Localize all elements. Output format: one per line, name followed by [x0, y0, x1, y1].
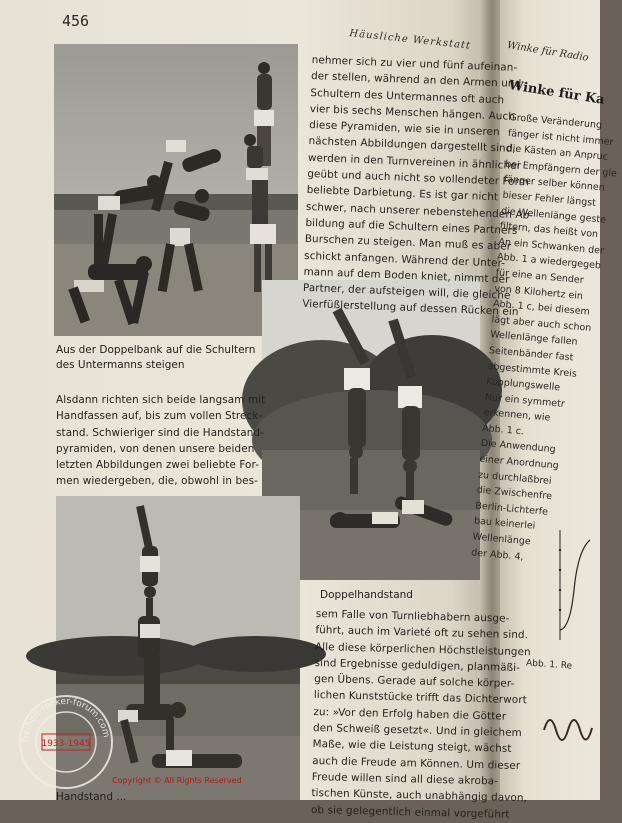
text-line: bei Empfängern der gle [504, 158, 618, 180]
text-line: lägt aber auch schon [491, 313, 592, 334]
text-line: beliebte Darbietung. Es ist gar nicht [306, 184, 499, 204]
caption-double-handstand: Doppelhandstand [320, 589, 413, 601]
stamp-years: 1933-1945 [41, 739, 91, 749]
text-line: ob sie gelegentlich einmal vorgeführt [310, 803, 510, 821]
text-line: Partner, der aufsteigen will, die gleiche [302, 281, 511, 302]
text-line: mann auf dem Boden kniet, nimmt der [303, 265, 510, 286]
text-line: sem Falle von Turnliebhabern ausge- [315, 607, 510, 625]
watermark-stamp [14, 690, 118, 794]
text-line: bildung auf die Schultern eines Partners [305, 216, 518, 237]
text-line: Seitenbänder fast [488, 345, 574, 364]
text-line: Burschen zu steigen. Man muß es aber [304, 233, 512, 254]
text-line: Große Veränderung [508, 111, 603, 132]
text-line: werden in den Turnvereinen in ähnlicher [307, 151, 522, 172]
text-line: An ein Schwanken der [497, 236, 605, 257]
text-line: die Zwischenfre [476, 484, 553, 503]
text-line: Wellenlänge fallen [489, 329, 578, 349]
text-line: bau keinerlei [473, 515, 536, 533]
text-line: tischen Künste, auch unabhängig davon, [311, 787, 528, 805]
text-line: lichen Kunststücke trifft das Dichterwort [313, 689, 527, 707]
text-line: der stellen, während an den Armen und [310, 70, 522, 91]
text-line: Vierfüßlerstellung auf dessen Rücken ein [302, 298, 519, 319]
text-line: Abb. 1 c. [481, 422, 525, 438]
text-line: vier bis sechs Menschen hängen. Auch [309, 102, 516, 123]
text-line: stand. Schwieriger sind die Handstand- [56, 426, 264, 439]
right-running-head: Winke für Radio [506, 40, 590, 64]
text-line: nächsten Abbildungen dargestellt sind, [308, 135, 517, 156]
text-line: führt, auch im Varieté oft zu sehen sind. [315, 624, 529, 642]
text-line: der Abb. 4, [470, 546, 525, 563]
text-line: den Schweiß gesetzt«. Und in gleichem [312, 722, 523, 740]
text-line: abgestimmte Kreis [487, 360, 578, 380]
text-line: fänger selber können [503, 174, 606, 194]
text-line: erkennen, wie [483, 407, 551, 424]
text-line: Alle diese körperlichen Höchstleistungen [314, 640, 531, 658]
text-line: fänger ist nicht immer [507, 127, 614, 148]
text-line: geübt und auch nicht so vollendeter Form [307, 167, 530, 189]
handwritten-scribble [540, 700, 600, 750]
page-number: 456 [62, 12, 90, 30]
text-line: Abb. 1 c, bei diesem [492, 298, 591, 318]
text-line: Die Anwendung [480, 438, 557, 456]
text-line: Wellenlänge [472, 531, 532, 548]
text-line: einer Anordnung [478, 453, 560, 472]
text-line: auch die Freude am Können. Um dieser [312, 754, 521, 772]
text-line: gen Übens. Gerade auf solche körper- [314, 673, 515, 691]
caption-handstand-tower: Handstand ... [56, 791, 127, 803]
text-line: Nur ein symmetr [484, 391, 566, 410]
text-line: bieser Fehler längst [502, 189, 597, 209]
text-line: Freude willen sind all diese akroba- [311, 770, 499, 788]
text-line: die Kästen an Anpruc [506, 143, 609, 163]
copyright-notice: Copyright © All Rights Reserved [112, 776, 242, 785]
right-figure-label: Abb. 1. Re [525, 658, 573, 672]
caption-pyramid: Aus der Doppelbank auf die Schultern des Untermanns steigen [56, 344, 256, 371]
text-line: sind Ergebnisse geduldigen, planmäßi- [314, 656, 521, 674]
text-line: von 8 Kilohertz ein [493, 282, 584, 302]
text-column-middle [56, 392, 265, 490]
text-line: diese Pyramiden, wie sie in unseren [308, 119, 500, 139]
text-line: Alsdann richten sich beide langsam mit [56, 394, 266, 406]
text-line: schickt anfangen. Während der Unter- [303, 249, 506, 270]
text-line: die Wellenlänge geste [500, 205, 607, 226]
text-line: für eine an Sender [495, 267, 585, 286]
text-line: Abb. 1 a wiedergegeb [496, 251, 602, 272]
text-line: zu durchlaßbrei [477, 469, 552, 487]
text-column-bottom [311, 606, 532, 823]
svg-text:freiheit-rocker-forum.com [21, 697, 111, 742]
text-line: letzten Abbildungen zwei beliebte For- [56, 459, 260, 472]
text-line: Maße, wie die Leistung steigt, wächst [312, 738, 512, 756]
text-line: zu: »Vor den Erfolg haben die Götter [313, 705, 507, 723]
text-line: men wiedergeben, die, obwohl in bes- [56, 475, 259, 488]
right-page-diagram [540, 530, 600, 650]
text-line: schwer, nach unserer nebenstehenden Ab- [305, 200, 534, 222]
right-page-title: Winke für Ka [507, 78, 606, 108]
stamp-ring-text: freiheit-rocker-forum.com [20, 696, 111, 743]
text-line: filtern, das heißt von [499, 220, 599, 241]
text-line: Handfassen auf, bis zum vollen Streck- [56, 410, 263, 423]
text-line: pyramiden, von denen unsere beiden [56, 442, 255, 455]
text-line: Berlin-Lichterfe [474, 500, 549, 518]
running-head: Häusliche Werkstatt [348, 28, 472, 52]
text-line: Schultern des Untermannes oft auch [310, 86, 505, 107]
text-line: nehmer sich zu vier und fünf aufeinan- [311, 53, 518, 74]
text-line: Kopplungswelle [485, 376, 561, 394]
